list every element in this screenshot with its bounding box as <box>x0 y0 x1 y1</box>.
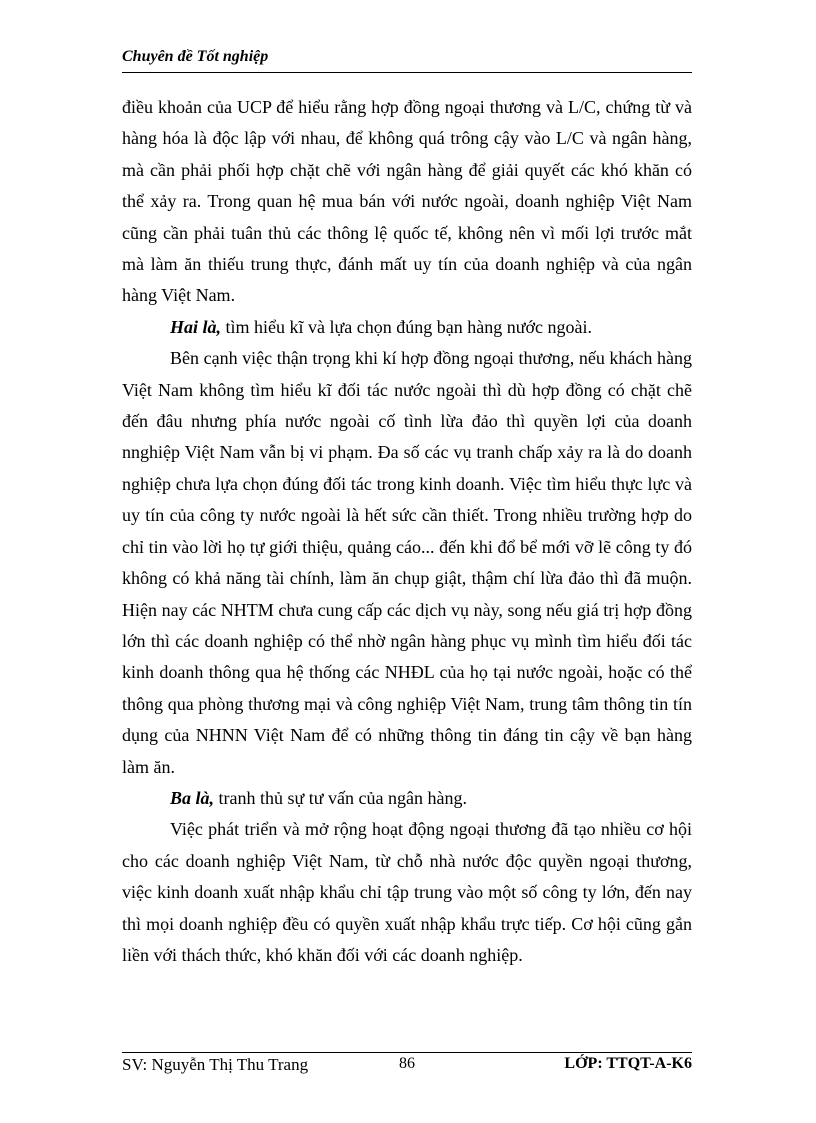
paragraph-continuation <box>122 92 692 312</box>
paragraph-text: tranh thủ sự tư vấn của ngân hàng. <box>214 787 467 808</box>
paragraph-text: Việc phát triển và mở rộng hoạt động ngoại thương đã tạo nhiều cơ hội cho các doanh nghiệp Việt Nam, từ chỗ nhà nước độc quyền ngoại thương, việc kinh doanh xuất nhập khẩu chỉ tập trung vào một số công ty lớn, đến nay thì mọi doanh nghiệp đều có quyền xuất nhập khẩu trực tiếp. Cơ hội cũng gắn liền với thách thức, khó khăn đối với các doanh nghiệp. <box>122 819 692 965</box>
paragraph-lead: Hai là, <box>170 316 222 337</box>
paragraph-text: tìm hiểu kĩ và lựa chọn đúng bạn hàng nước ngoài. <box>221 316 592 337</box>
paragraph-trade-development <box>122 814 692 971</box>
footer-student-name: SV: Nguyễn Thị Thu Trang <box>122 1055 309 1074</box>
header-divider <box>122 72 692 73</box>
document-body <box>122 92 692 971</box>
paragraph-lead: Ba là, <box>170 787 215 808</box>
footer-page-number: 86 <box>399 1055 415 1072</box>
footer-class-code: LỚP: TTQT-A-K6 <box>564 1055 692 1072</box>
paragraph-heading-two <box>122 312 692 343</box>
paragraph-partner-research <box>122 343 692 783</box>
document-footer <box>122 1055 692 1079</box>
document-header-title: Chuyên đề Tốt nghiệp <box>122 48 269 65</box>
paragraph-text: điều khoản của UCP để hiểu rằng hợp đồng ngoại thương và L/C, chứng từ và hàng hóa là độc lập với nhau, để không quá trông cậy vào L/C và ngân hàng, mà cần phải phối hợp chặt chẽ với ngân hàng để giải quyết các khó khăn có thể xảy ra. Trong quan hệ mua bán với nước ngoài, doanh nghiệp Việt Nam cũng cần phải tuân thủ các thông lệ quốc tế, không nên vì mối lợi trước mắt mà làm ăn thiếu trung thực, đánh mất uy tín của doanh nghiệp và của ngân hàng Việt Nam. <box>122 97 692 306</box>
footer-divider <box>122 1052 692 1053</box>
paragraph-text: Bên cạnh việc thận trọng khi kí hợp đồng ngoại thương, nếu khách hàng Việt Nam không tìm hiểu kĩ đối tác nước ngoài thì dù hợp đồng có chặt chẽ đến đâu nhưng phía nước ngoài cố tình lừa đảo thì quyền lợi của doanh nnghiệp Việt Nam vẫn bị vi phạm. Đa số các vụ tranh chấp xảy ra là do doanh nghiệp chưa lựa chọn đúng đối tác trong kinh doanh. Việc tìm hiểu thực lực và uy tín của công ty nước ngoài là hết sức cần thiết. Trong nhiều trường hợp do chỉ tin vào lời họ tự giới thiệu, quảng cáo... đến khi đổ bể mới vỡ lẽ công ty đó không có khả năng tài chính, làm ăn chụp giật, thậm chí lừa đảo thì đã muộn. Hiện nay các NHTM chưa cung cấp các dịch vụ này, song nếu giá trị hợp đồng lớn thì các doanh nghiệp có thể nhờ ngân hàng phục vụ mình tìm hiểu đối tác kinh doanh thông qua hệ thống các NHĐL của họ tại nước ngoài, hoặc có thể thông qua phòng thương mại và công nghiệp Việt Nam, trung tâm thông tin tín dụng của NHNN Việt Nam để có những thông tin đáng tin cậy về bạn hàng làm ăn. <box>122 348 692 777</box>
paragraph-heading-three <box>122 783 692 814</box>
